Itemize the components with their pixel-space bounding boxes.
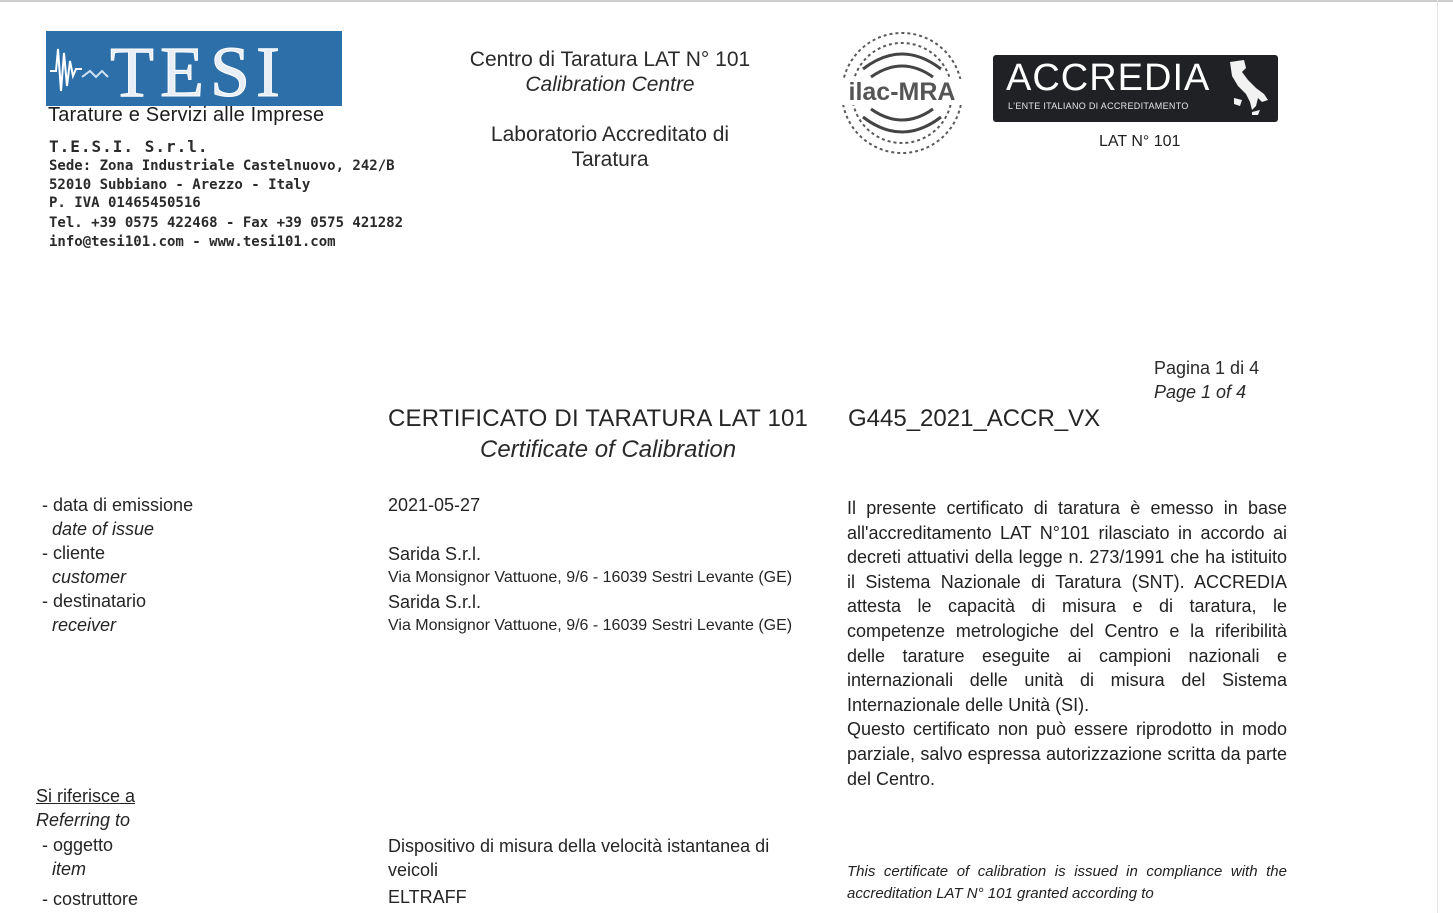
item-value: Dispositivo di misura della velocità istantanea di	[388, 836, 770, 856]
lat-number: LAT N° 101	[1099, 133, 1181, 150]
centre-subtitle: Calibration Centre	[525, 73, 695, 96]
item-label: - oggetto	[42, 835, 114, 855]
right-border	[1437, 0, 1438, 913]
company-contacts: info@tesi101.com - www.tesi101.com	[49, 234, 336, 250]
company-vat: P. IVA 01465450516	[49, 195, 201, 211]
tesi-logo-text: TESI	[110, 32, 286, 106]
refers-heading: Si riferisce a	[36, 786, 136, 806]
issue-date-label-en: date of issue	[52, 519, 155, 539]
ilac-mra-logo	[833, 29, 971, 157]
receiver-name: Sarida S.r.l.	[388, 592, 482, 612]
company-address-line: 52010 Subbiano - Arezzo - Italy	[49, 177, 311, 193]
customer-label-en: customer	[52, 567, 127, 587]
italy-map-icon	[1222, 58, 1272, 116]
certificate-code: G445_2021_ACCR_VX	[848, 405, 1101, 432]
company-phone: Tel. +39 0575 422468 - Fax +39 0575 421282	[49, 215, 404, 231]
accredia-subtitle: L'ENTE ITALIANO DI ACCREDITAMENTO	[1008, 101, 1189, 111]
company-address-line: Sede: Zona Industriale Castelnuovo, 242/B	[49, 158, 395, 174]
customer-name: Sarida S.r.l.	[388, 544, 482, 564]
customer-address: Via Monsignor Vattuone, 9/6 - 16039 Sestri Levante (GE)	[388, 569, 793, 586]
company-name: T.E.S.I. S.r.l.	[49, 137, 209, 156]
lab-title-2: Taratura	[571, 148, 649, 171]
refers-heading-en: Referring to	[36, 810, 131, 830]
certificate-subtitle: Certificate of Calibration	[480, 436, 737, 463]
certificate-title: CERTIFICATO DI TARATURA LAT 101	[388, 405, 809, 432]
centre-title: Centro di Taratura LAT N° 101	[469, 48, 751, 71]
receiver-label: - destinatario	[42, 591, 147, 611]
page-number-en: Page 1 of 4	[1154, 382, 1247, 402]
tesi-logo	[46, 31, 342, 106]
issue-date-value: 2021-05-27	[388, 495, 481, 515]
item-value-2: veicoli	[388, 860, 439, 880]
maker-label: - costruttore	[42, 889, 139, 909]
receiver-label-en: receiver	[52, 615, 117, 635]
issue-date-label: - data di emissione	[42, 495, 194, 515]
page-number-it: Pagina 1 di 4	[1154, 358, 1260, 378]
item-label-en: item	[52, 859, 87, 879]
top-border	[0, 0, 1453, 2]
accredia-title: ACCREDIA	[1006, 57, 1211, 99]
maker-value: ELTRAFF	[388, 887, 467, 907]
receiver-address: Via Monsignor Vattuone, 9/6 - 16039 Sestri Levante (GE)	[388, 617, 793, 634]
tesi-tagline: Tarature e Servizi alle Imprese	[48, 104, 325, 126]
accreditation-notice-en: This certificate of calibration is issued in compliance with the accreditation LAT N° 101 granted according to	[847, 863, 1287, 902]
accreditation-notice	[847, 496, 1287, 791]
customer-label: - cliente	[42, 543, 106, 563]
ilac-mra-text: ilac-MRA	[848, 78, 956, 106]
accreditation-notice-p1: Il presente certificato di taratura è emesso in base all'accreditamento LAT N°101 rilasciato in accordo ai decreti attuativi della legge n. 273/1991 che ha istituito il Sistema Nazionale di Taratura (SNT). ACCREDIA attesta le capacità di misura e di taratura, le competenze metrologiche del Centro e la riferibilità delle tarature eseguite ai campioni nazionali e internazionali delle unità di misura del Sistema Internazionale delle Unità (SI).	[847, 498, 1287, 715]
accreditation-notice-p2: Questo certificato non può essere riprodotto in modo parziale, salvo espressa autorizzazione scritta da parte del Centro.	[847, 719, 1287, 789]
lab-title: Laboratorio Accreditato di	[490, 123, 730, 146]
